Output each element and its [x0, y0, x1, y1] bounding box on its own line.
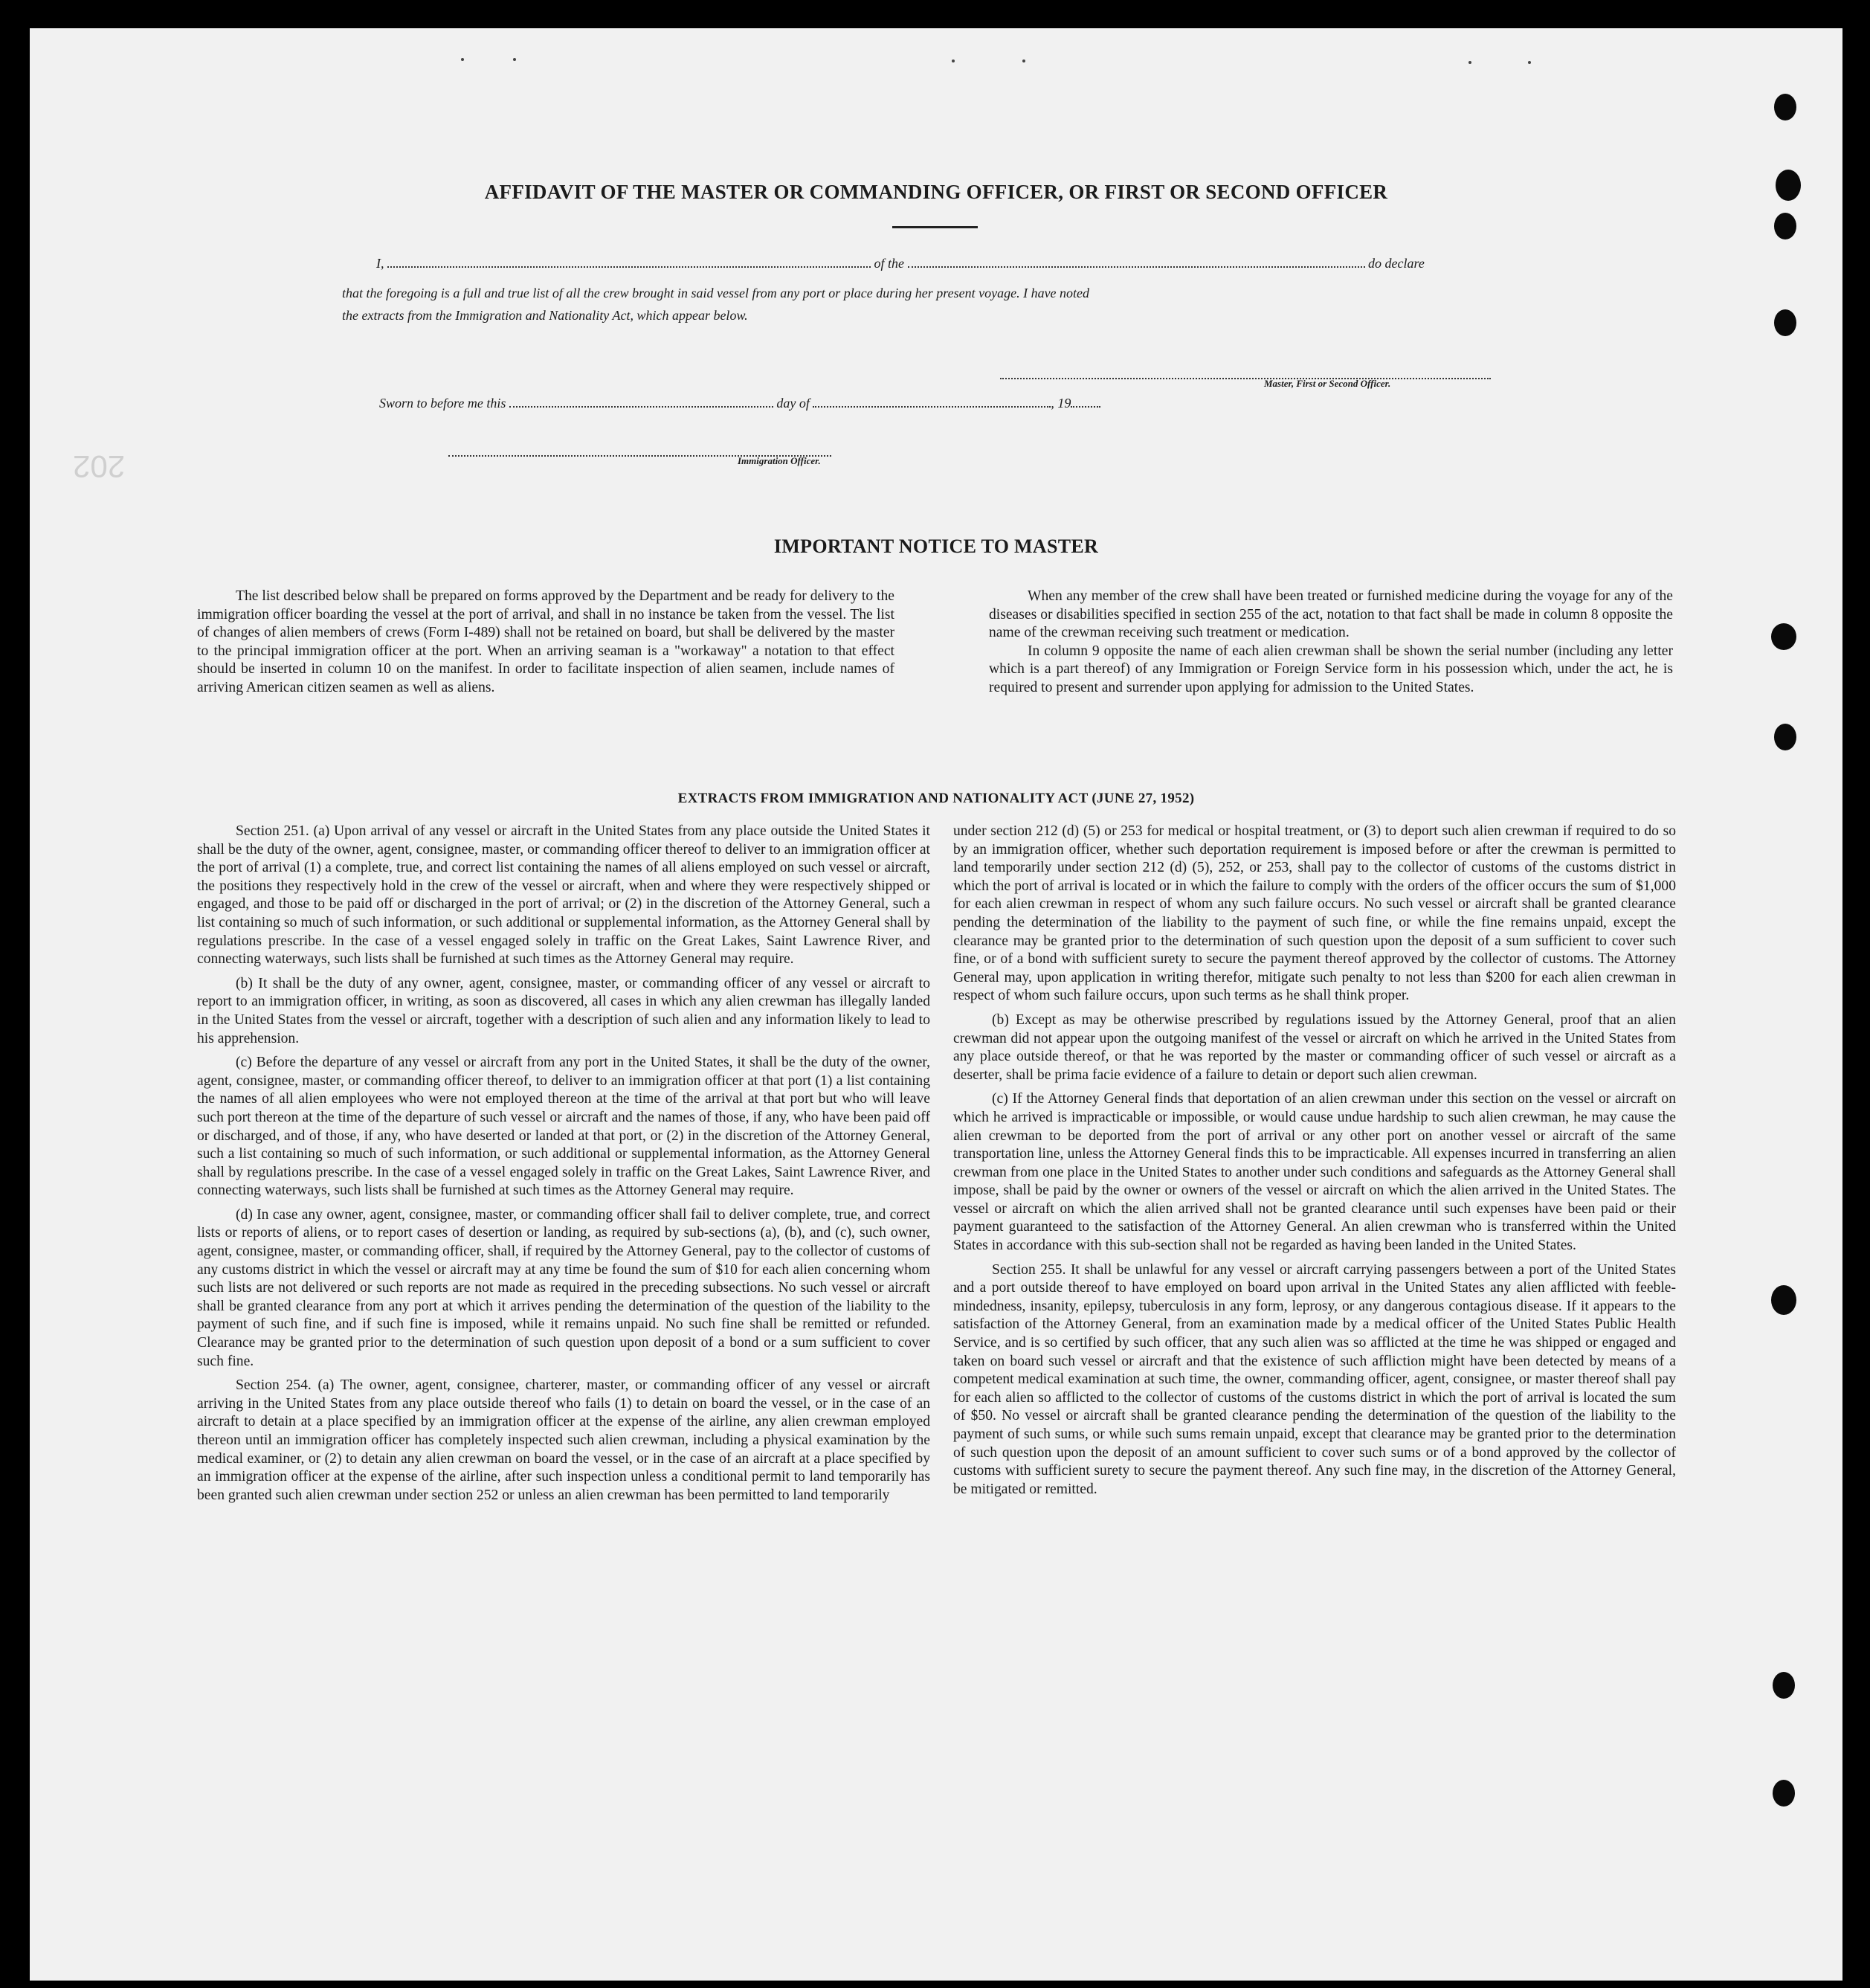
affidavit-line-3: the extracts from the Immigration and Nationality Act, which appear below.	[342, 308, 748, 323]
section-251a: Section 251. (a) Upon arrival of any vessel or aircraft in the United States from any place outside the United States it shall be the duty of the owner, agent, consignee, master, or commanding officer thereof to deliver to an immigration officer at the port of arrival (1) a complete, true, and correct list containing the names of all aliens employed on such vessel or aircraft, the positions they respectively hold in the crew of the vessel or aircraft, when and where they were respectively shipped or engaged, and those to be paid off or discharged in the port of arrival; or (2) in the discretion of the Attorney General, such a list containing so much of such information, or such additional or supplemental information, as the Attorney General shall by regulations prescribe. In the case of a vessel engaged solely in traffic on the Great Lakes, Saint Lawrence River, and connecting waterways, such lists shall be furnished at such times as the Attorney General may require.	[197, 823, 930, 968]
speck	[513, 58, 516, 61]
notice-paragraph: The list described below shall be prepared on forms approved by the Department and be ready for delivery to the immigration officer boarding the vessel at the port of arrival, and shall in no instance be taken from the vessel. The list of changes of alien members of crews (Form I-489) shall not be retained on board, but shall be delivered by the master to the principal immigration officer at the port. When an arriving seaman is a "workaway" a notation to that effect should be inserted in column 10 on the manifest. In order to facilitate inspection of alien seamen, include names of arriving American citizen seamen as well as aliens.	[197, 588, 894, 695]
punch-hole	[1771, 1285, 1796, 1315]
document-page	[30, 28, 1842, 1981]
section-251d: (d) In case any owner, agent, consignee, master, or commanding officer shall fail to deliver complete, true, and correct lists or reports of aliens, or to report cases of desertion or landing, as required by sub-sections (a), (b), and (c), such owner, agent, consignee, master, or commanding officer, shall, if required by the Attorney General, pay to the collector of customs of any customs district in which the vessel or aircraft may at any time be found the sum of $10 for each alien concerning whom such lists are not delivered or such reports are not made as required in the preceding subsections. No such vessel or aircraft shall be granted clearance from any port at which it arrives pending the determination of the question of the liability to the payment of such fine, and if such fine is imposed, while it remains unpaid. No such fine shall be remitted or refunded. Clearance may be granted prior to the determination of such question upon deposit of a bond or a sum sufficient to cover such fine.	[197, 1206, 930, 1369]
extracts-right-column	[953, 823, 1676, 1505]
speck	[1022, 59, 1025, 62]
punch-hole	[1774, 94, 1796, 120]
notice-paragraph: In column 9 opposite the name of each alien crewman shall be shown the serial number (including any letter which is a part thereof) of any Immigration or Foreign Service form in his possession which, under the act, he is required to present and surrender upon applying for admission to the United States.	[989, 643, 1673, 695]
section-251b: (b) It shall be the duty of any owner, agent, consignee, master, or commanding officer of any vessel or aircraft to report to an immigration officer, in writing, as soon as discovered, all cases in which any alien crewman has illegally landed in the United States from the vessel or aircraft, together with a description of such alien and any information likely to lead to his apprehension.	[197, 975, 930, 1046]
do-declare-label: do declare	[1368, 256, 1425, 271]
punch-hole	[1773, 1672, 1795, 1699]
punch-hole	[1774, 213, 1796, 239]
section-251c: (c) Before the departure of any vessel or aircraft from any port in the United States, it shall be the duty of the owner, agent, consignee, master, or commanding officer thereof, to deliver to an immigration officer at that port (1) a list containing the names of all alien employees who were not employed thereon at the time of the arrival at that port but who will leave such port thereon at the time of the departure of such vessel or aircraft and the names of those, if any, who have been paid off or discharged, and of those, if any, who have deserted or landed at that port, or (2) in the discretion of the Attorney General, such a list containing so much of such information, or such additional or supplemental information, as the Attorney General shall by regulations prescribe. In the case of a vessel engaged solely in traffic on the Great Lakes, Saint Lawrence River, and connecting waterways, such lists shall be furnished at such times as the Attorney General may require.	[197, 1055, 930, 1199]
title-rule	[892, 226, 978, 228]
punch-hole	[1774, 309, 1796, 336]
officer-caption: Immigration Officer.	[738, 455, 821, 466]
affidavit-line-2: that the foregoing is a full and true list of all the crew brought in said vessel from any port or place during her present voyage. I have noted	[342, 286, 1090, 300]
declarant-name-blank[interactable]	[387, 266, 871, 268]
extracts-left-column	[197, 823, 930, 1505]
punch-hole	[1774, 724, 1796, 750]
section-254b: (b) Except as may be otherwise prescribed by regulations issued by the Attorney General, proof that an alien crewman did not appear upon the outgoing manifest of the vessel or aircraft on which he arrived in the United States from any place outside thereof, or that he was reported by the master or commanding officer of such vessel or aircraft as a deserter, shall be prima facie evidence of a failure to detain or deport such alien crewman.	[953, 1011, 1676, 1083]
affidavit-title: AFFIDAVIT OF THE MASTER OR COMMANDING OFFICER, OR FIRST OR SECOND OFFICER	[484, 181, 1388, 203]
bleed-through-number: 202	[73, 449, 126, 484]
speck	[952, 59, 955, 62]
punch-hole	[1771, 623, 1796, 650]
master-caption: Master, First or Second Officer.	[1264, 378, 1391, 389]
notice-left-column	[197, 588, 894, 704]
year-label: 19	[1057, 396, 1071, 411]
day-of-label: day of	[776, 396, 810, 411]
master-signature-blank[interactable]	[1000, 367, 1491, 383]
notice-title: IMPORTANT NOTICE TO MASTER	[773, 535, 1099, 557]
vessel-name-blank[interactable]	[908, 266, 1365, 268]
section-254c: (c) If the Attorney General finds that deportation of an alien crewman under this section on the vessel or aircraft on which he arrived is impracticable or impossible, or would cause undue hardship to such alien crewman, he may cause the alien crewman to be deported from the port of arrival or any other port on another vessel or aircraft of the same transportation line, unless the Attorney General finds this to be impracticable. All expenses incurred in transferring an alien crewman from one place in the United States to another under such conditions and safeguards as the Attorney General shall impose, shall be paid by the owner or owners of the vessel or aircraft on which the alien arrived in the United States. The vessel or aircraft on which the alien arrived shall not be granted clearance until such expenses have been paid or their payment guaranteed to the satisfaction of the Attorney General. An alien crewman who is transferred within the United States in accordance with this sub-section shall not be regarded as having been landed in the United States.	[953, 1091, 1676, 1254]
of-the-label: of the	[874, 256, 904, 271]
sworn-line: Sworn to before me this day of , 19	[379, 396, 1100, 411]
year-blank[interactable]	[1071, 405, 1100, 408]
month-blank[interactable]	[813, 405, 1051, 408]
affidavit-line-1	[376, 256, 1425, 271]
notice-right-column	[989, 588, 1673, 704]
section-254a: Section 254. (a) The owner, agent, consignee, charterer, master, or commanding officer of any vessel or aircraft arriving in the United States from any place outside thereof who fails (1) to detain on board the vessel, or in the case of an aircraft to detain at a place specified by an immigration officer at the expense of the airline, any alien crewman employed thereon until an immigration officer has completely inspected such alien crewman, including a physical examination by the medical examiner, or (2) to detain any alien crewman on board the vessel, or in the case of an aircraft at a place specified by an immigration officer at the expense of the airline, after such inspection unless a conditional permit to land temporarily has been granted such alien crewman under section 252 or unless an alien crewman has been permitted to land temporarily	[197, 1377, 930, 1503]
section-255: Section 255. It shall be unlawful for any vessel or aircraft carrying passengers between a port of the United States and a port outside thereof to have employed on board upon arrival in the United States any alien afflicted with feeble-mindedness, insanity, epilepsy, tuberculosis in any form, leprosy, or any dangerous contagious disease. If it appears to the satisfaction of the Attorney General, from an examination made by a medical officer of the United States Public Health Service, and is so certified by such officer, that any such alien was so afflicted at the time he was shipped or engaged and taken on board such vessel or aircraft and that the existence of such affliction might have been detected by means of a competent medical examination at such time, the owner, commanding officer, agent, consignee, or master thereof shall pay for each alien so afflicted to the collector of customs of the customs district in which the port of arrival is located the sum of $50. No vessel or aircraft shall be granted clearance pending the determination of the question of the liability to the payment of such sums, or while such sums remain unpaid, except that clearance may be granted prior to the determination of such question upon the deposit of an amount sufficient to cover such sums or of a bond approved by the collector of customs with sufficient surety to secure the payment thereof. Any such fine may, in the discretion of the Attorney General, be mitigated or remitted.	[953, 1261, 1676, 1497]
declarant-prefix: I,	[376, 256, 384, 271]
section-254a-continued: under section 212 (d) (5) or 253 for medical or hospital treatment, or (3) to deport such alien crewman if required to do so by an immigration officer, whether such deportation requirement is imposed before or after the crewman is permitted to land temporarily under section 212 (d) (5), 252, or 253, shall pay to the collector of customs of the customs district in which the port of arrival is located or in which the failure to comply with the orders of the officer occurs the sum of $1,000 for each alien crewman in respect of whom any such failure occurs. No such vessel or aircraft shall be granted clearance pending the determination of the liability to the payment of such fine, or while the fine remains unpaid, except the clearance may be granted prior to the determination of such question upon the deposit of a sum sufficient to cover such fine, or of a bond with sufficient surety to secure the payment thereof approved by the collector of customs. The Attorney General may, upon application in writing therefor, mitigate such penalty to not less than $200 for each alien crewman in respect of whom such failure occurs, upon such terms as he shall think proper.	[953, 823, 1676, 1004]
sworn-date-blank[interactable]	[509, 405, 773, 408]
sworn-label: Sworn to before me this	[379, 396, 506, 411]
speck	[1468, 61, 1471, 64]
extracts-title: EXTRACTS FROM IMMIGRATION AND NATIONALITY ACT (JUNE 27, 1952)	[677, 791, 1195, 806]
speck	[461, 58, 464, 61]
notice-paragraph: When any member of the crew shall have been treated or furnished medicine during the voyage for any of the diseases or disabilities specified in section 255 of the act, notation to that fact shall be made in column 8 opposite the name of the crewman receiving such treatment or medication.	[989, 588, 1673, 641]
speck	[1528, 61, 1531, 64]
punch-hole	[1773, 1780, 1795, 1807]
